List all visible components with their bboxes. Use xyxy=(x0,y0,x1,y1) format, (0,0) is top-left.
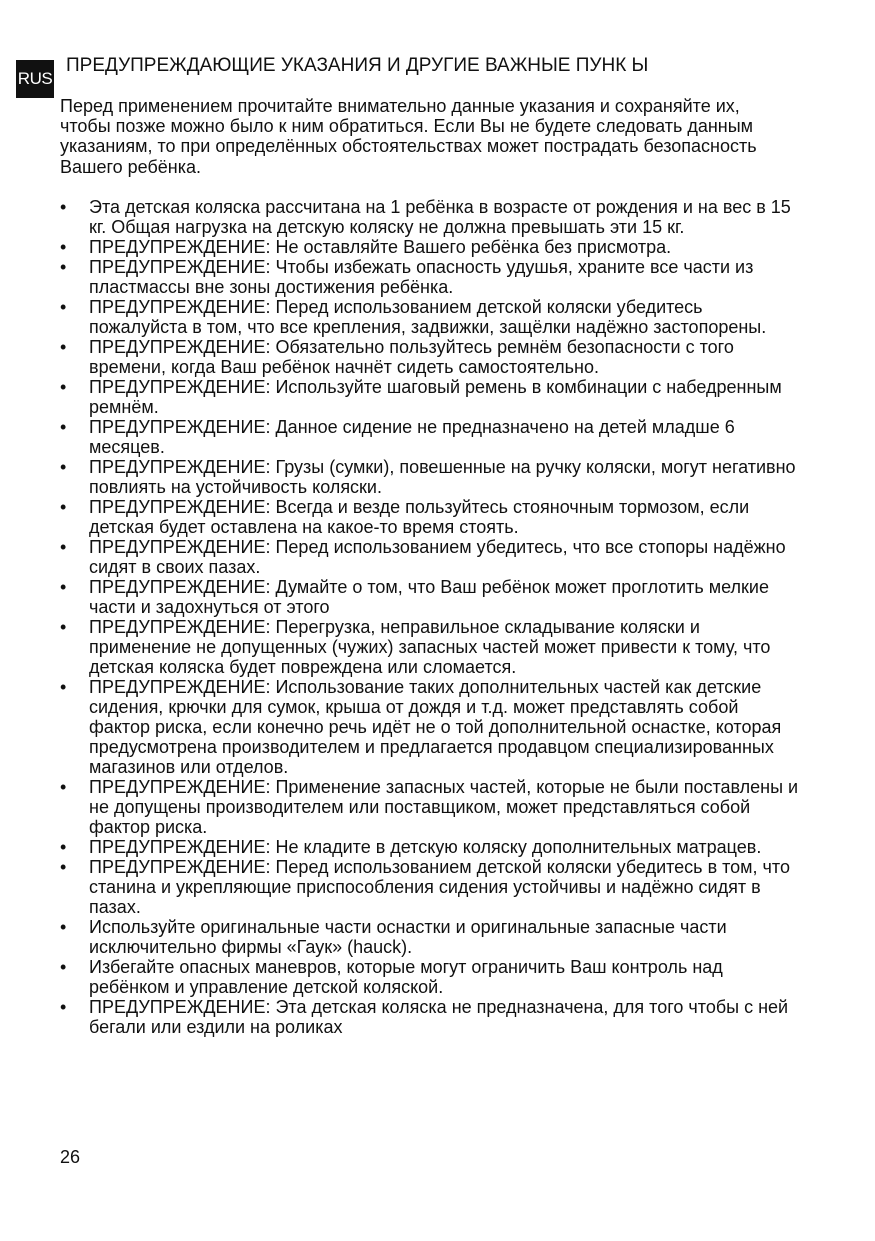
bullet-icon: • xyxy=(60,617,67,637)
warning-item xyxy=(60,337,800,377)
language-badge: RUS xyxy=(16,60,54,98)
warning-text: ПРЕДУПРЕЖДЕНИЕ: Перед использованием детской коляски убедитесь пожалуйста в том, что все крепления, задвижки, защёлки надёжно застопорены. xyxy=(89,297,767,337)
warning-text: ПРЕДУПРЕЖДЕНИЕ: Не оставляйте Вашего ребёнка без присмотра. xyxy=(89,237,672,257)
bullet-icon: • xyxy=(60,237,67,257)
bullet-icon: • xyxy=(60,417,67,437)
warnings-list xyxy=(60,197,800,1037)
bullet-icon: • xyxy=(60,497,67,517)
bullet-icon: • xyxy=(60,837,67,857)
warning-text: ПРЕДУПРЕЖДЕНИЕ: Перегрузка, неправильное складывание коляски и применение не допущенных (чужих) запасных частей может привести к тому, что детская коляска будет повреждена или сломается. xyxy=(89,617,771,677)
warning-item xyxy=(60,777,800,837)
warning-text: ПРЕДУПРЕЖДЕНИЕ: Всегда и везде пользуйтесь стояночным тормозом, если детская будет оставлена на какое-то время стоять. xyxy=(89,497,750,537)
warning-item xyxy=(60,957,800,997)
bullet-icon: • xyxy=(60,537,67,557)
bullet-icon: • xyxy=(60,997,67,1017)
warning-item xyxy=(60,497,800,537)
bullet-icon: • xyxy=(60,677,67,697)
warning-text: ПРЕДУПРЕЖДЕНИЕ: Данное сидение не предназначено на детей младше 6 месяцев. xyxy=(89,417,735,457)
warning-item xyxy=(60,257,800,297)
warning-text: ПРЕДУПРЕЖДЕНИЕ: Применение запасных частей, которые не были поставлены и не допущены производителем или поставщиком, может представляться собой фактор риска. xyxy=(89,777,799,837)
warning-item xyxy=(60,377,800,417)
warning-item xyxy=(60,837,800,857)
warning-item xyxy=(60,677,800,777)
warning-text: ПРЕДУПРЕЖДЕНИЕ: Используйте шаговый ремень в комбинации с набедренным ремнём. xyxy=(89,377,782,417)
bullet-icon: • xyxy=(60,917,67,937)
warning-item xyxy=(60,617,800,677)
page-title: ПРЕДУПРЕЖДАЮЩИЕ УКАЗАНИЯ И ДРУГИЕ ВАЖНЫЕ ПУНК Ы xyxy=(66,55,649,76)
bullet-icon: • xyxy=(60,337,67,357)
warning-text: ПРЕДУПРЕЖДЕНИЕ: Не кладите в детскую коляску дополнительных матрацев. xyxy=(89,837,762,857)
bullet-icon: • xyxy=(60,957,67,977)
warning-text: ПРЕДУПРЕЖДЕНИЕ: Думайте о том, что Ваш ребёнок может проглотить мелкие части и задохнуться от этого xyxy=(89,577,769,617)
warning-item xyxy=(60,457,800,497)
bullet-icon: • xyxy=(60,857,67,877)
warning-text: ПРЕДУПРЕЖДЕНИЕ: Перед использованием детской коляски убедитесь в том, что станина и укрепляющие приспособления сидения устойчивы и надёжно сидят в пазах. xyxy=(89,857,790,917)
warning-item xyxy=(60,417,800,457)
intro-paragraph: Перед применением прочитайте внимательно данные указания и сохраняйте их, чтобы позже можно было к ним обратиться. Если Вы не будете следовать данным указаниям, то при определённых обстоятельствах может пострадать безопасность Вашего ребёнка. xyxy=(60,96,757,177)
warning-item xyxy=(60,917,800,957)
warning-text: Эта детская коляска рассчитана на 1 ребёнка в возрасте от рождения и на вес в 15 кг. Общая нагрузка на детскую коляску не должна превышать эти 15 кг. xyxy=(89,197,791,237)
bullet-icon: • xyxy=(60,457,67,477)
warning-text: ПРЕДУПРЕЖДЕНИЕ: Грузы (сумки), повешенные на ручку коляски, могут негативно повлиять на устойчивость коляски. xyxy=(89,457,796,497)
bullet-icon: • xyxy=(60,257,67,277)
warning-text: Избегайте опасных маневров, которые могут ограничить Ваш контроль над ребёнком и управление детской коляской. xyxy=(89,957,723,997)
warning-text: ПРЕДУПРЕЖДЕНИЕ: Эта детская коляска не предназначена, для того чтобы с ней бегали или ездили на роликах xyxy=(89,997,789,1037)
warning-item xyxy=(60,997,800,1037)
warning-item xyxy=(60,197,800,237)
warning-item xyxy=(60,237,800,257)
warning-text: Используйте оригинальные части оснастки и оригинальные запасные части исключительно фирмы «Гаук» (hauck). xyxy=(89,917,727,957)
warning-text: ПРЕДУПРЕЖДЕНИЕ: Перед использованием убедитесь, что все стопоры надёжно сидят в своих пазах. xyxy=(89,537,786,577)
warning-text: ПРЕДУПРЕЖДЕНИЕ: Чтобы избежать опасность удушья, храните все части из пластмассы вне зоны достижения ребёнка. xyxy=(89,257,754,297)
warning-text: ПРЕДУПРЕЖДЕНИЕ: Использование таких дополнительных частей как детские сидения, крючки для сумок, крыша от дождя и т.д. может представлять собой фактор риска, если конечно речь идёт не о той дополнительной оснастке, которая предусмотрена производителем и предлагается продавцом специализированных магазинов или отделов. xyxy=(89,677,782,777)
warning-item xyxy=(60,537,800,577)
warning-item xyxy=(60,297,800,337)
bullet-icon: • xyxy=(60,377,67,397)
bullet-icon: • xyxy=(60,197,67,217)
warning-text: ПРЕДУПРЕЖДЕНИЕ: Обязательно пользуйтесь ремнём безопасности с того времени, когда Ваш ребёнок начнёт сидеть самостоятельно. xyxy=(89,337,734,377)
warning-item xyxy=(60,577,800,617)
bullet-icon: • xyxy=(60,297,67,317)
warning-item xyxy=(60,857,800,917)
page-number: 26 xyxy=(60,1147,81,1167)
bullet-icon: • xyxy=(60,577,67,597)
bullet-icon: • xyxy=(60,777,67,797)
